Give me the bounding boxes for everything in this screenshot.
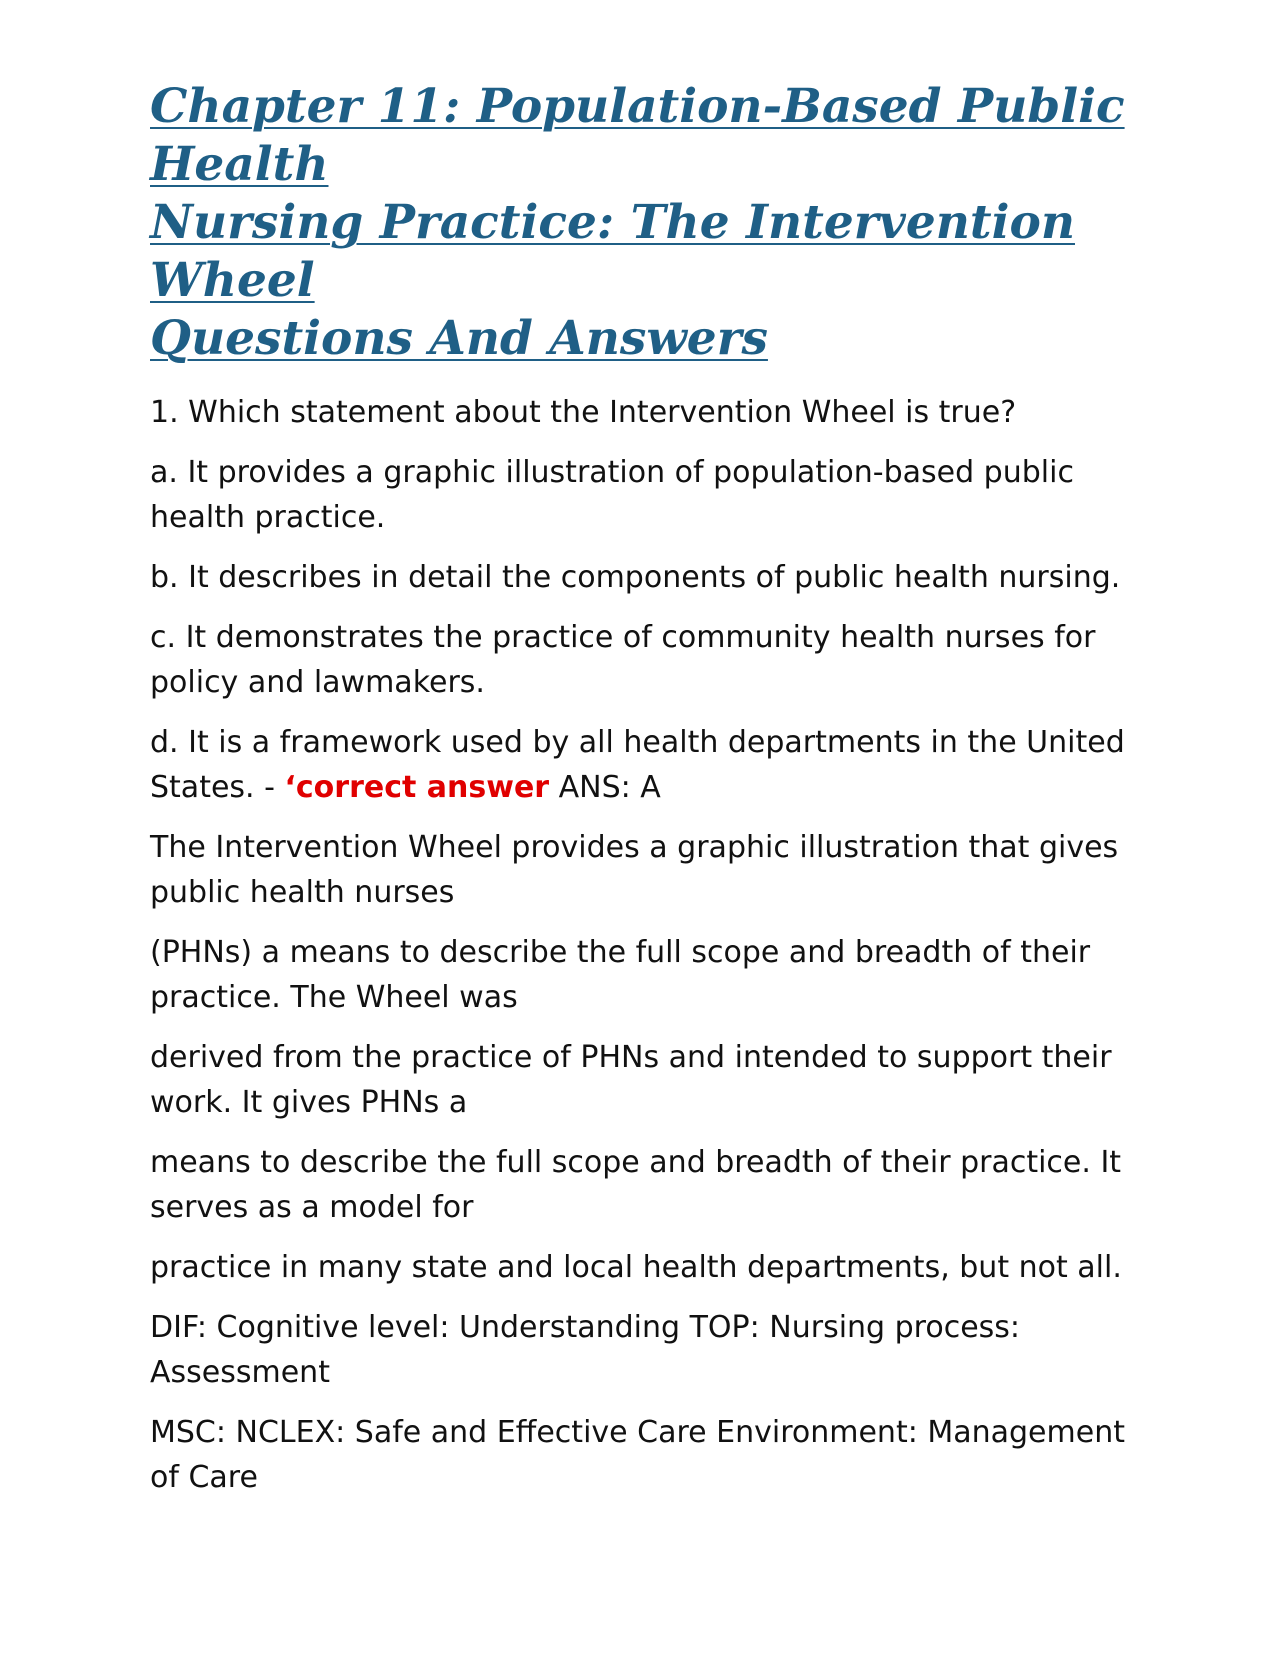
- option-a: a. It provides a graphic illustration of population-based public health practice.: [150, 455, 1074, 535]
- rationale-line: practice in many state and local health departments, but not all.: [150, 1250, 1122, 1285]
- option-d-text: d. It is a framework used by all health departments in the United States. -: [150, 725, 1125, 805]
- rationale-line: means to describe the full scope and breadth of their practice. It serves as a model for: [150, 1145, 1122, 1225]
- nclex-category: MSC: NCLEX: Safe and Effective Care Environment: Management of Care: [150, 1415, 1125, 1495]
- page-title: Chapter 11: Population-Based Public Health Nursing Practice: The Intervention Wheel Questions And Answers: [150, 79, 1125, 366]
- document-page: [150, 78, 1130, 1515]
- rationale-line: derived from the practice of PHNs and intended to support their work. It gives PHNs a: [150, 1040, 1112, 1120]
- rationale-line: (PHNs) a means to describe the full scope and breadth of their practice. The Wheel was: [150, 935, 1091, 1015]
- option-b: b. It describes in detail the components of public health nursing.: [150, 560, 1121, 595]
- option-d: [150, 720, 1130, 810]
- correct-answer-marker: ‘correct answer: [284, 770, 550, 805]
- rationale-line: The Intervention Wheel provides a graphic illustration that gives public health nurses: [150, 830, 1119, 910]
- difficulty-topic: DIF: Cognitive level: Understanding TOP: Nursing process: Assessment: [150, 1310, 1021, 1390]
- question-stem: 1. Which statement about the Intervention Wheel is true?: [150, 395, 1017, 430]
- option-c: c. It demonstrates the practice of community health nurses for policy and lawmakers.: [150, 620, 1096, 700]
- answer-text: ANS: A: [549, 770, 661, 805]
